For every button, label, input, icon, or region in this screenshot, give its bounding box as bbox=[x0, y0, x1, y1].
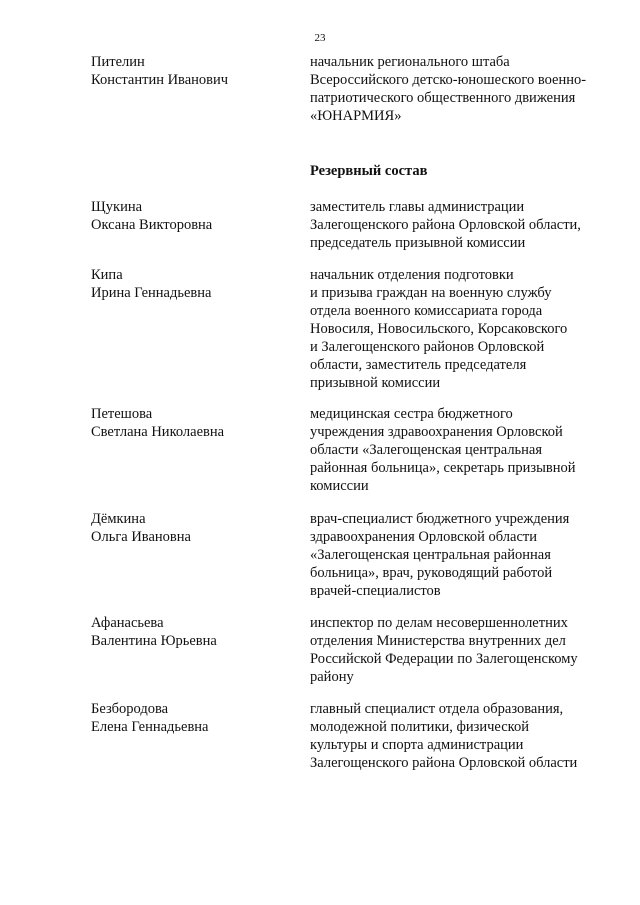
member-given-names: Константин Иванович bbox=[91, 72, 229, 88]
member-name bbox=[91, 53, 301, 89]
position-line: начальник регионального штаба bbox=[310, 54, 510, 70]
reserve-section-heading: Резервный состав bbox=[310, 163, 428, 179]
position-line: Российской Федерации по Залегощенскому bbox=[310, 651, 578, 667]
position-line: больница», врач, руководящий работой bbox=[310, 565, 553, 581]
position-line: Залегощенского района Орловской области, bbox=[310, 217, 581, 233]
member-name bbox=[91, 405, 301, 441]
member-given-names: Елена Геннадьевна bbox=[91, 719, 209, 735]
member-name bbox=[91, 510, 301, 546]
position-line: Всероссийского детско-юношеского военно- bbox=[310, 72, 587, 88]
position-line: и Залегощенского районов Орловской bbox=[310, 339, 545, 355]
member-position bbox=[310, 266, 600, 392]
position-line: и призыва граждан на военную службу bbox=[310, 285, 552, 301]
position-line: области, заместитель председателя bbox=[310, 357, 527, 373]
member-given-names: Ольга Ивановна bbox=[91, 529, 191, 545]
position-line: районная больница», секретарь призывной bbox=[310, 460, 576, 476]
position-line: заместитель главы администрации bbox=[310, 199, 525, 215]
position-line: молодежной политики, физической bbox=[310, 719, 529, 735]
member-surname: Кипа bbox=[91, 267, 123, 283]
page-number: 23 bbox=[314, 32, 326, 44]
member-name bbox=[91, 700, 301, 736]
position-line: «ЮНАРМИЯ» bbox=[310, 108, 402, 124]
position-line: району bbox=[310, 669, 354, 685]
member-position bbox=[310, 700, 600, 772]
position-line: Новосиля, Новосильского, Корсаковского bbox=[310, 321, 568, 337]
position-line: культуры и спорта администрации bbox=[310, 737, 524, 753]
member-position bbox=[310, 53, 600, 125]
position-line: начальник отделения подготовки bbox=[310, 267, 514, 283]
position-line: патриотического общественного движения bbox=[310, 90, 576, 106]
member-position bbox=[310, 198, 600, 252]
position-line: отделения Министерства внутренних дел bbox=[310, 633, 566, 649]
member-surname: Безбородова bbox=[91, 701, 169, 717]
position-line: Залегощенского района Орловской области bbox=[310, 755, 578, 771]
position-line: призывной комиссии bbox=[310, 375, 441, 391]
member-given-names: Ирина Геннадьевна bbox=[91, 285, 212, 301]
position-line: комиссии bbox=[310, 478, 369, 494]
member-surname: Афанасьева bbox=[91, 615, 164, 631]
position-line: врач-специалист бюджетного учреждения bbox=[310, 511, 570, 527]
position-line: медицинская сестра бюджетного bbox=[310, 406, 513, 422]
member-name bbox=[91, 614, 301, 650]
member-given-names: Валентина Юрьевна bbox=[91, 633, 217, 649]
member-surname: Петешова bbox=[91, 406, 153, 422]
member-name bbox=[91, 198, 301, 234]
member-position bbox=[310, 510, 600, 600]
position-line: области «Залегощенская центральная bbox=[310, 442, 543, 458]
member-name bbox=[91, 266, 301, 302]
member-position bbox=[310, 614, 600, 686]
position-line: отдела военного комиссариата города bbox=[310, 303, 543, 319]
member-given-names: Оксана Викторовна bbox=[91, 217, 213, 233]
member-surname: Щукина bbox=[91, 199, 143, 215]
member-surname: Дёмкина bbox=[91, 511, 146, 527]
position-line: врачей-специалистов bbox=[310, 583, 441, 599]
position-line: «Залегощенская центральная районная bbox=[310, 547, 551, 563]
position-line: учреждения здравоохранения Орловской bbox=[310, 424, 563, 440]
position-line: здравоохранения Орловской области bbox=[310, 529, 537, 545]
position-line: инспектор по делам несовершеннолетних bbox=[310, 615, 568, 631]
position-line: главный специалист отдела образования, bbox=[310, 701, 564, 717]
member-given-names: Светлана Николаевна bbox=[91, 424, 225, 440]
member-position bbox=[310, 405, 600, 495]
position-line: председатель призывной комиссии bbox=[310, 235, 526, 251]
member-surname: Пителин bbox=[91, 54, 145, 70]
